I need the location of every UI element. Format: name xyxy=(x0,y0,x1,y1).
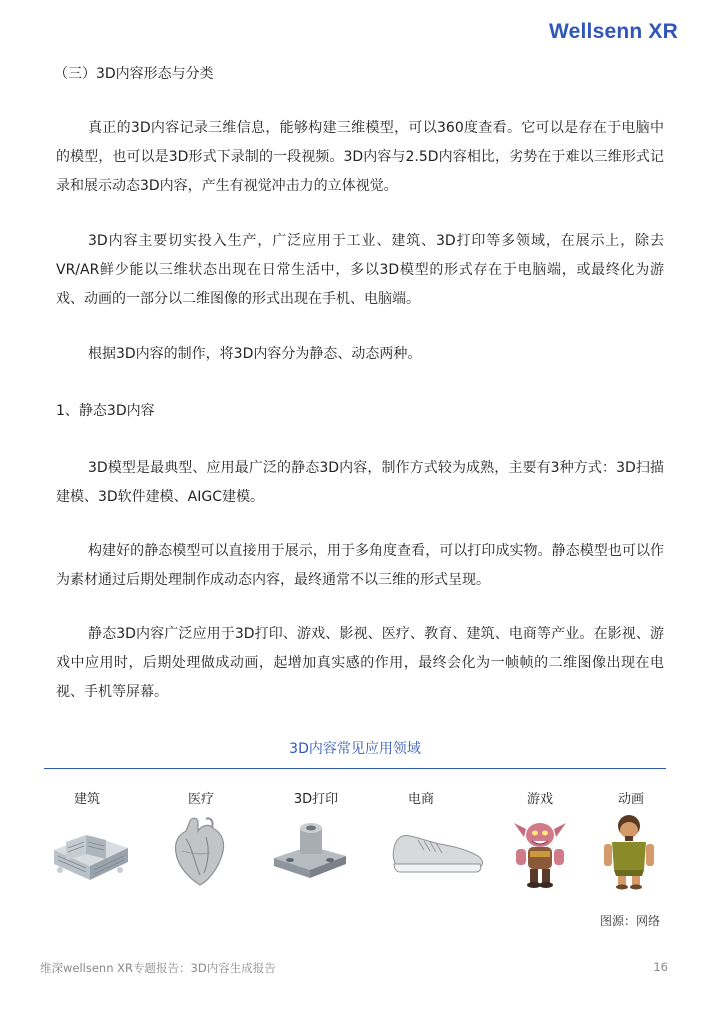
page-number: 16 xyxy=(653,960,668,974)
3d-printed-part-image xyxy=(270,818,350,884)
paragraph-true-3d: 真正的3D内容记录三维信息，能够构建三维模型，可以360度查看。它可以是存在于电脑中的模型，也可以是3D形式下录制的一段视频。3D内容与2.5D内容相比，劣势在于难以三维形式记录和展示动态3D内容，产生有视觉冲击力的立体视觉。 xyxy=(56,120,664,194)
game-character-image xyxy=(508,815,572,889)
subsection-title: 1、静态3D内容 xyxy=(56,403,155,419)
paragraph-classification: 根据3D内容的制作，将3D内容分为静态、动态两种。 xyxy=(88,346,422,362)
figure-label-architecture: 建筑 xyxy=(73,792,100,807)
building-model-image xyxy=(46,818,132,884)
sneaker-model-image xyxy=(390,826,486,876)
figure-label-animation: 动画 xyxy=(617,792,644,807)
paragraph-3d-model: 3D模型是最典型、应用最广泛的静态3D内容，制作方式较为成熟，主要有3种方式：3D扫描建模、3D软件建模、AIGC建模。 xyxy=(56,460,664,505)
section-title: （三）3D内容形态与分类 xyxy=(54,66,214,82)
figure-source: 图源：网络 xyxy=(599,914,660,928)
paragraph-3d-applications: 3D内容主要切实投入生产，广泛应用于工业、建筑、3D打印等多领域，在展示上，除去VR/AR鲜少能以三维状态出现在日常生活中，多以3D模型的形式存在于电脑端，或最终化为游戏、动画的一部分以二维图像的形式出现在手机、电脑端。 xyxy=(56,233,664,307)
figure-label-medical: 医疗 xyxy=(187,792,214,807)
footer-report-title: 维深wellsenn XR专题报告：3D内容生成报告 xyxy=(40,961,276,975)
wellsenn-logo: Wellsenn XR xyxy=(548,20,678,43)
paragraph-static-industries: 静态3D内容广泛应用于3D打印、游戏、影视、医疗、教育、建筑、电商等产业。在影视、游戏中应用时，后期处理做成动画，起增加真实感的作用，最终会化为一帧帧的二维图像出现在电视、手机等屏幕。 xyxy=(56,626,664,700)
heart-model-image xyxy=(170,815,232,887)
animation-character-image xyxy=(600,812,658,890)
figure-label-3d-printing: 3D打印 xyxy=(293,792,339,807)
figure-label-ecommerce: 电商 xyxy=(407,792,434,807)
figure-divider xyxy=(44,768,666,769)
paragraph-static-model-usage: 构建好的静态模型可以直接用于展示，用于多角度查看，可以打印成实物。静态模型也可以作为素材通过后期处理制作成动态内容，最终通常不以三维的形式呈现。 xyxy=(56,543,664,588)
figure-title: 3D内容常见应用领域 xyxy=(289,741,421,757)
figure-label-game: 游戏 xyxy=(526,792,553,807)
